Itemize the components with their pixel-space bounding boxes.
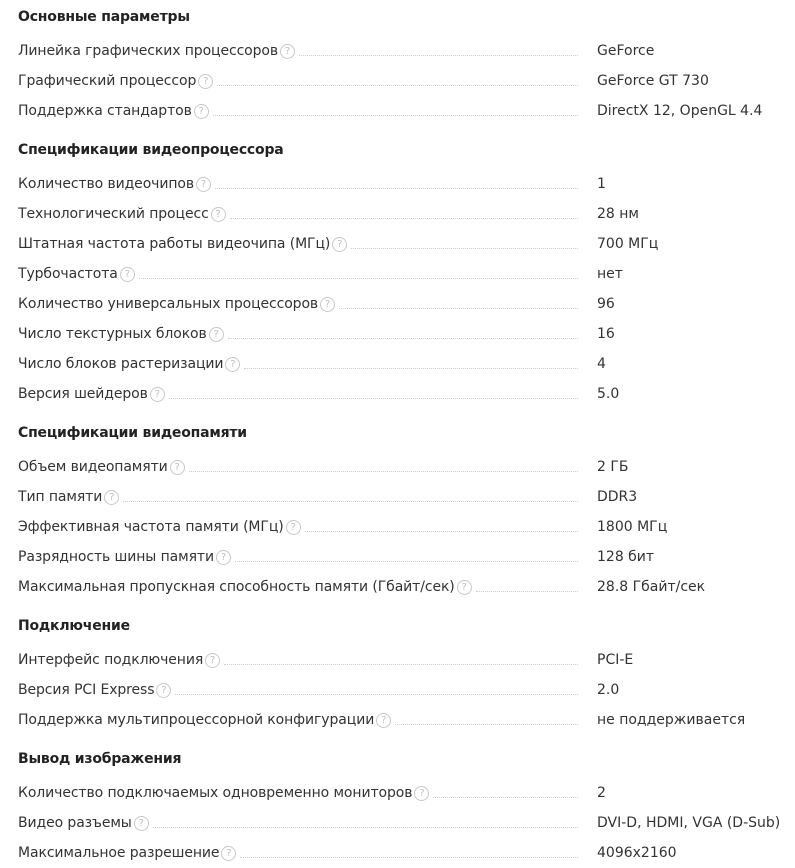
spec-row xyxy=(18,645,795,675)
dotted-leader xyxy=(240,856,578,858)
spec-label: Турбочастота xyxy=(18,266,118,282)
spec-label-cell xyxy=(18,353,578,375)
help-icon[interactable]: ? xyxy=(320,297,335,312)
spec-value: нет xyxy=(597,266,623,282)
help-icon[interactable]: ? xyxy=(211,207,226,222)
spec-value: DDR3 xyxy=(597,489,638,505)
spec-value: 700 МГц xyxy=(597,236,659,252)
spec-label-cell xyxy=(18,70,578,92)
spec-row xyxy=(18,572,795,602)
dotted-leader xyxy=(139,277,578,279)
spec-value: 128 бит xyxy=(597,549,655,565)
spec-section xyxy=(18,139,795,409)
spec-row xyxy=(18,319,795,349)
spec-label: Технологический процесс xyxy=(18,206,209,222)
spec-row xyxy=(18,289,795,319)
spec-value: 28.8 Гбайт/сек xyxy=(597,579,706,595)
spec-row xyxy=(18,512,795,542)
section-title: Подключение xyxy=(18,618,130,634)
spec-section xyxy=(18,6,795,126)
help-icon[interactable]: ? xyxy=(209,327,224,342)
spec-row xyxy=(18,36,795,66)
spec-label-cell xyxy=(18,709,578,731)
spec-value: 4 xyxy=(597,356,606,372)
dotted-leader xyxy=(305,530,578,532)
spec-value: не поддерживается xyxy=(597,712,746,728)
spec-label: Максимальное разрешение xyxy=(18,845,220,861)
dotted-leader xyxy=(217,84,578,86)
dotted-leader xyxy=(433,796,578,798)
spec-section xyxy=(18,422,795,602)
spec-row xyxy=(18,808,795,838)
spec-value: GeForce GT 730 xyxy=(597,73,709,89)
spec-row xyxy=(18,542,795,572)
spec-label: Объем видеопамяти xyxy=(18,459,168,475)
spec-label: Графический процессор xyxy=(18,73,197,89)
spec-label: Тип памяти xyxy=(18,489,103,505)
section-title: Спецификации видеопамяти xyxy=(18,425,247,441)
spec-label-cell xyxy=(18,842,578,864)
spec-label-cell xyxy=(18,100,578,122)
spec-row xyxy=(18,452,795,482)
dotted-leader xyxy=(476,590,578,592)
help-icon[interactable]: ? xyxy=(457,580,472,595)
dotted-leader xyxy=(215,187,578,189)
help-icon[interactable]: ? xyxy=(104,490,119,505)
spec-row xyxy=(18,229,795,259)
spec-label-cell xyxy=(18,203,578,225)
dotted-leader xyxy=(339,307,578,309)
spec-value: 96 xyxy=(597,296,615,312)
spec-label: Поддержка мультипроцессорной конфигурации xyxy=(18,712,375,728)
spec-value: 2.0 xyxy=(597,682,620,698)
spec-row xyxy=(18,675,795,705)
spec-label: Версия шейдеров xyxy=(18,386,148,402)
spec-label-cell xyxy=(18,40,578,62)
help-icon[interactable]: ? xyxy=(376,713,391,728)
dotted-leader xyxy=(213,114,578,116)
spec-label: Интерфейс подключения xyxy=(18,652,204,668)
spec-label: Видео разъемы xyxy=(18,815,132,831)
spec-value: GeForce xyxy=(597,43,655,59)
help-icon[interactable]: ? xyxy=(286,520,301,535)
dotted-leader xyxy=(395,723,578,725)
spec-section xyxy=(18,615,795,735)
dotted-leader xyxy=(153,826,578,828)
spec-label: Разрядность шины памяти xyxy=(18,549,214,565)
help-icon[interactable]: ? xyxy=(332,237,347,252)
spec-row xyxy=(18,778,795,808)
dotted-leader xyxy=(228,337,578,339)
spec-label-cell xyxy=(18,456,578,478)
spec-label-cell xyxy=(18,516,578,538)
spec-label: Эффективная частота памяти (МГц) xyxy=(18,519,284,535)
spec-label-cell xyxy=(18,679,578,701)
help-icon[interactable]: ? xyxy=(170,460,185,475)
spec-row xyxy=(18,96,795,126)
help-icon[interactable]: ? xyxy=(196,177,211,192)
help-icon[interactable]: ? xyxy=(120,267,135,282)
spec-label-cell xyxy=(18,233,578,255)
spec-row xyxy=(18,199,795,229)
spec-label: Штатная частота работы видеочипа (МГц) xyxy=(18,236,331,252)
spec-label-cell xyxy=(18,263,578,285)
section-title: Спецификации видеопроцессора xyxy=(18,142,284,158)
spec-row xyxy=(18,379,795,409)
help-icon[interactable]: ? xyxy=(216,550,231,565)
spec-label-cell xyxy=(18,293,578,315)
spec-value: 5.0 xyxy=(597,386,620,402)
spec-value: 1 xyxy=(597,176,606,192)
help-icon[interactable]: ? xyxy=(221,846,236,861)
dotted-leader xyxy=(189,470,578,472)
dotted-leader xyxy=(169,397,578,399)
spec-label-cell xyxy=(18,782,578,804)
spec-row xyxy=(18,66,795,96)
dotted-leader xyxy=(224,663,578,665)
spec-label-cell xyxy=(18,173,578,195)
help-icon[interactable]: ? xyxy=(156,683,171,698)
spec-value: PCI-E xyxy=(597,652,634,668)
help-icon[interactable]: ? xyxy=(205,653,220,668)
dotted-leader xyxy=(123,500,578,502)
spec-value: 2 ГБ xyxy=(597,459,629,475)
spec-label: Линейка графических процессоров xyxy=(18,43,279,59)
section-title: Основные параметры xyxy=(18,9,190,25)
spec-value: 1800 МГц xyxy=(597,519,668,535)
spec-row xyxy=(18,349,795,379)
spec-value: 2 xyxy=(597,785,606,801)
help-icon[interactable]: ? xyxy=(194,104,209,119)
spec-row xyxy=(18,705,795,735)
dotted-leader xyxy=(235,560,578,562)
help-icon[interactable]: ? xyxy=(414,786,429,801)
spec-label: Версия PCI Express xyxy=(18,682,155,698)
spec-value: 28 нм xyxy=(597,206,639,222)
dotted-leader xyxy=(244,367,578,369)
help-icon[interactable]: ? xyxy=(280,44,295,59)
help-icon[interactable]: ? xyxy=(198,74,213,89)
spec-label-cell xyxy=(18,649,578,671)
spec-label: Поддержка стандартов xyxy=(18,103,192,119)
spec-value: 16 xyxy=(597,326,615,342)
help-icon[interactable]: ? xyxy=(150,387,165,402)
spec-label-cell xyxy=(18,486,578,508)
help-icon[interactable]: ? xyxy=(225,357,240,372)
dotted-leader xyxy=(351,247,578,249)
spec-label-cell xyxy=(18,812,578,834)
spec-label: Максимальная пропускная способность памяти (Гбайт/сек) xyxy=(18,579,455,595)
spec-label: Количество универсальных процессоров xyxy=(18,296,319,312)
spec-label: Количество подключаемых одновременно мониторов xyxy=(18,785,413,801)
spec-row xyxy=(18,482,795,512)
spec-value: 4096x2160 xyxy=(597,845,677,861)
spec-value: DirectX 12, OpenGL 4.4 xyxy=(597,103,763,119)
spec-label: Число текстурных блоков xyxy=(18,326,207,342)
dotted-leader xyxy=(299,54,578,56)
spec-label-cell xyxy=(18,323,578,345)
spec-row xyxy=(18,259,795,289)
spec-label: Число блоков растеризации xyxy=(18,356,224,372)
spec-label-cell xyxy=(18,546,578,568)
spec-row xyxy=(18,838,795,868)
spec-label-cell xyxy=(18,383,578,405)
spec-label: Количество видеочипов xyxy=(18,176,195,192)
section-title: Вывод изображения xyxy=(18,751,182,767)
spec-label-cell xyxy=(18,576,578,598)
help-icon[interactable]: ? xyxy=(134,816,149,831)
dotted-leader xyxy=(230,217,578,219)
dotted-leader xyxy=(175,693,578,695)
spec-value: DVI-D, HDMI, VGA (D-Sub) xyxy=(597,815,781,831)
spec-row xyxy=(18,169,795,199)
spec-section xyxy=(18,748,795,868)
